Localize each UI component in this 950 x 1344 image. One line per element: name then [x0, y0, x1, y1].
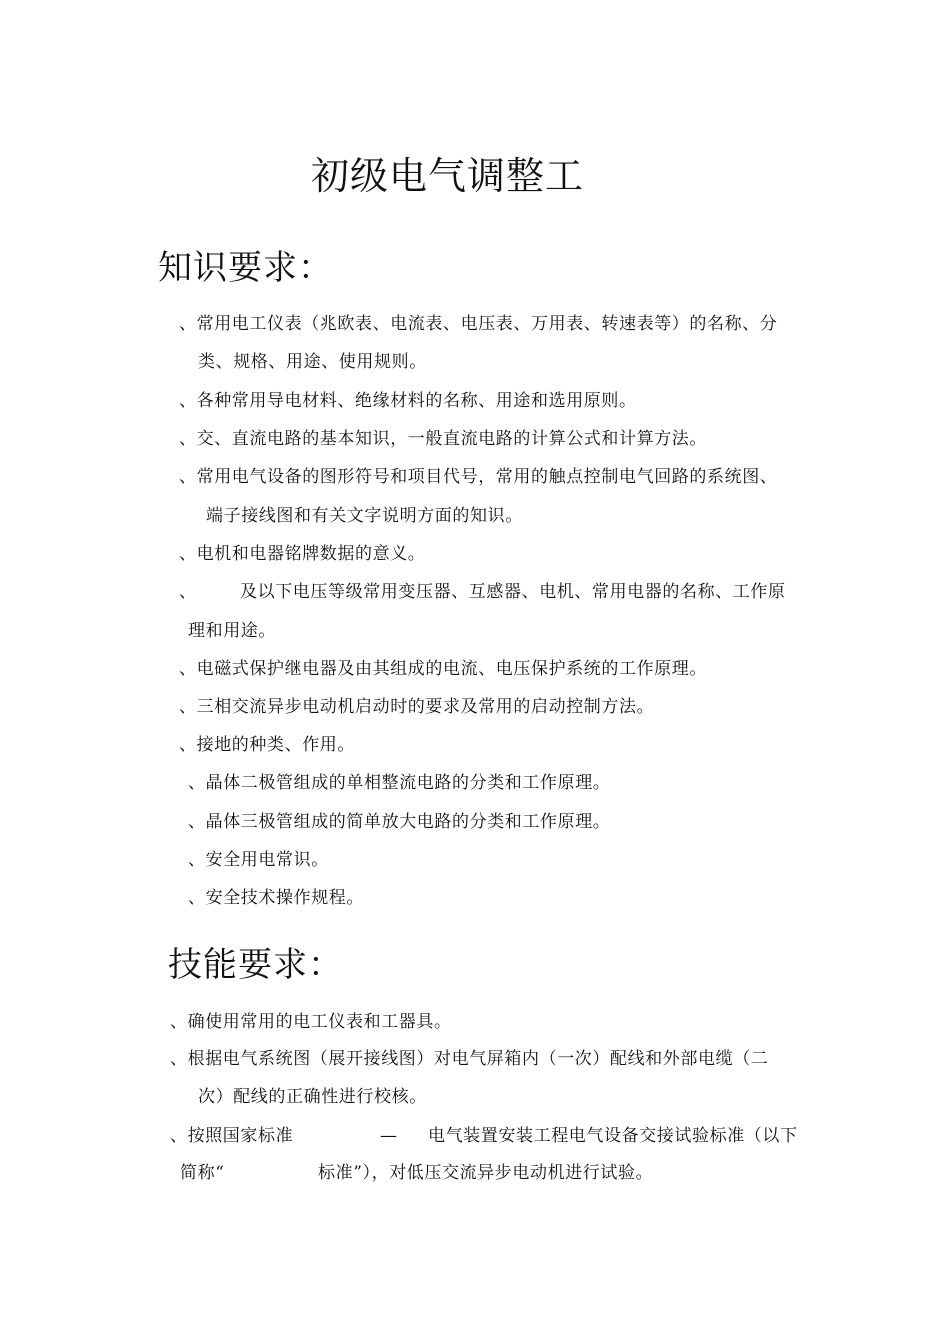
knowledge-item-1: 、常用电工仪表（兆欧表、电流表、电压表、万用表、转速表等）的名称、分 — [179, 314, 778, 334]
knowledge-item-12: 、安全用电常识。 — [188, 850, 329, 870]
knowledge-item-11: 、晶体三极管组成的简单放大电路的分类和工作原理。 — [188, 812, 611, 832]
knowledge-item-6-prefix: 、 — [179, 582, 197, 602]
knowledge-item-2: 、各种常用导电材料、绝缘材料的名称、用途和选用原则。 — [179, 391, 637, 411]
skill-item-3-part1: 、按照国家标准 — [170, 1126, 294, 1146]
knowledge-item-1-cont: 类、规格、用途、使用规则。 — [198, 352, 427, 372]
document-title: 初级电气调整工 — [310, 154, 584, 198]
knowledge-heading: 知识要求： — [158, 248, 333, 288]
knowledge-item-4-cont: 端子接线图和有关文字说明方面的知识。 — [206, 506, 523, 526]
knowledge-item-5: 、电机和电器铭牌数据的意义。 — [179, 544, 426, 564]
skill-item-2: 、根据电气系统图（展开接线图）对电气屏箱内（一次）配线和外部电缆（二 — [170, 1049, 769, 1069]
knowledge-item-8: 、三相交流异步电动机启动时的要求及常用的启动控制方法。 — [179, 697, 655, 717]
knowledge-item-10: 、晶体二极管组成的单相整流电路的分类和工作原理。 — [188, 773, 611, 793]
knowledge-item-7: 、电磁式保护继电器及由其组成的电流、电压保护系统的工作原理。 — [179, 659, 707, 679]
knowledge-item-6-cont: 理和用途。 — [188, 621, 276, 641]
knowledge-item-4: 、常用电气设备的图形符号和项目代号，常用的触点控制电气回路的系统图、 — [179, 467, 778, 487]
skill-item-3-cont-part2: 标准”），对低压交流异步电动机进行试验。 — [318, 1163, 654, 1183]
skill-item-1: 、确使用常用的电工仪表和工器具。 — [170, 1012, 452, 1032]
knowledge-item-9: 、接地的种类、作用。 — [179, 735, 355, 755]
skill-item-3-dash: — — [380, 1126, 398, 1146]
skill-item-3-cont-part1: 简称“ — [180, 1163, 225, 1183]
knowledge-item-13: 、安全技术操作规程。 — [188, 888, 364, 908]
knowledge-item-3: 、交、直流电路的基本知识，一般直流电路的计算公式和计算方法。 — [179, 429, 707, 449]
skills-heading: 技能要求： — [168, 945, 343, 985]
skill-item-2-cont: 次）配线的正确性进行校核。 — [198, 1087, 427, 1107]
skill-item-3-part2: 电气装置安装工程电气设备交接试验标准（以下 — [428, 1126, 798, 1146]
knowledge-item-6: 及以下电压等级常用变压器、互感器、电机、常用电器的名称、工作原 — [240, 582, 786, 602]
